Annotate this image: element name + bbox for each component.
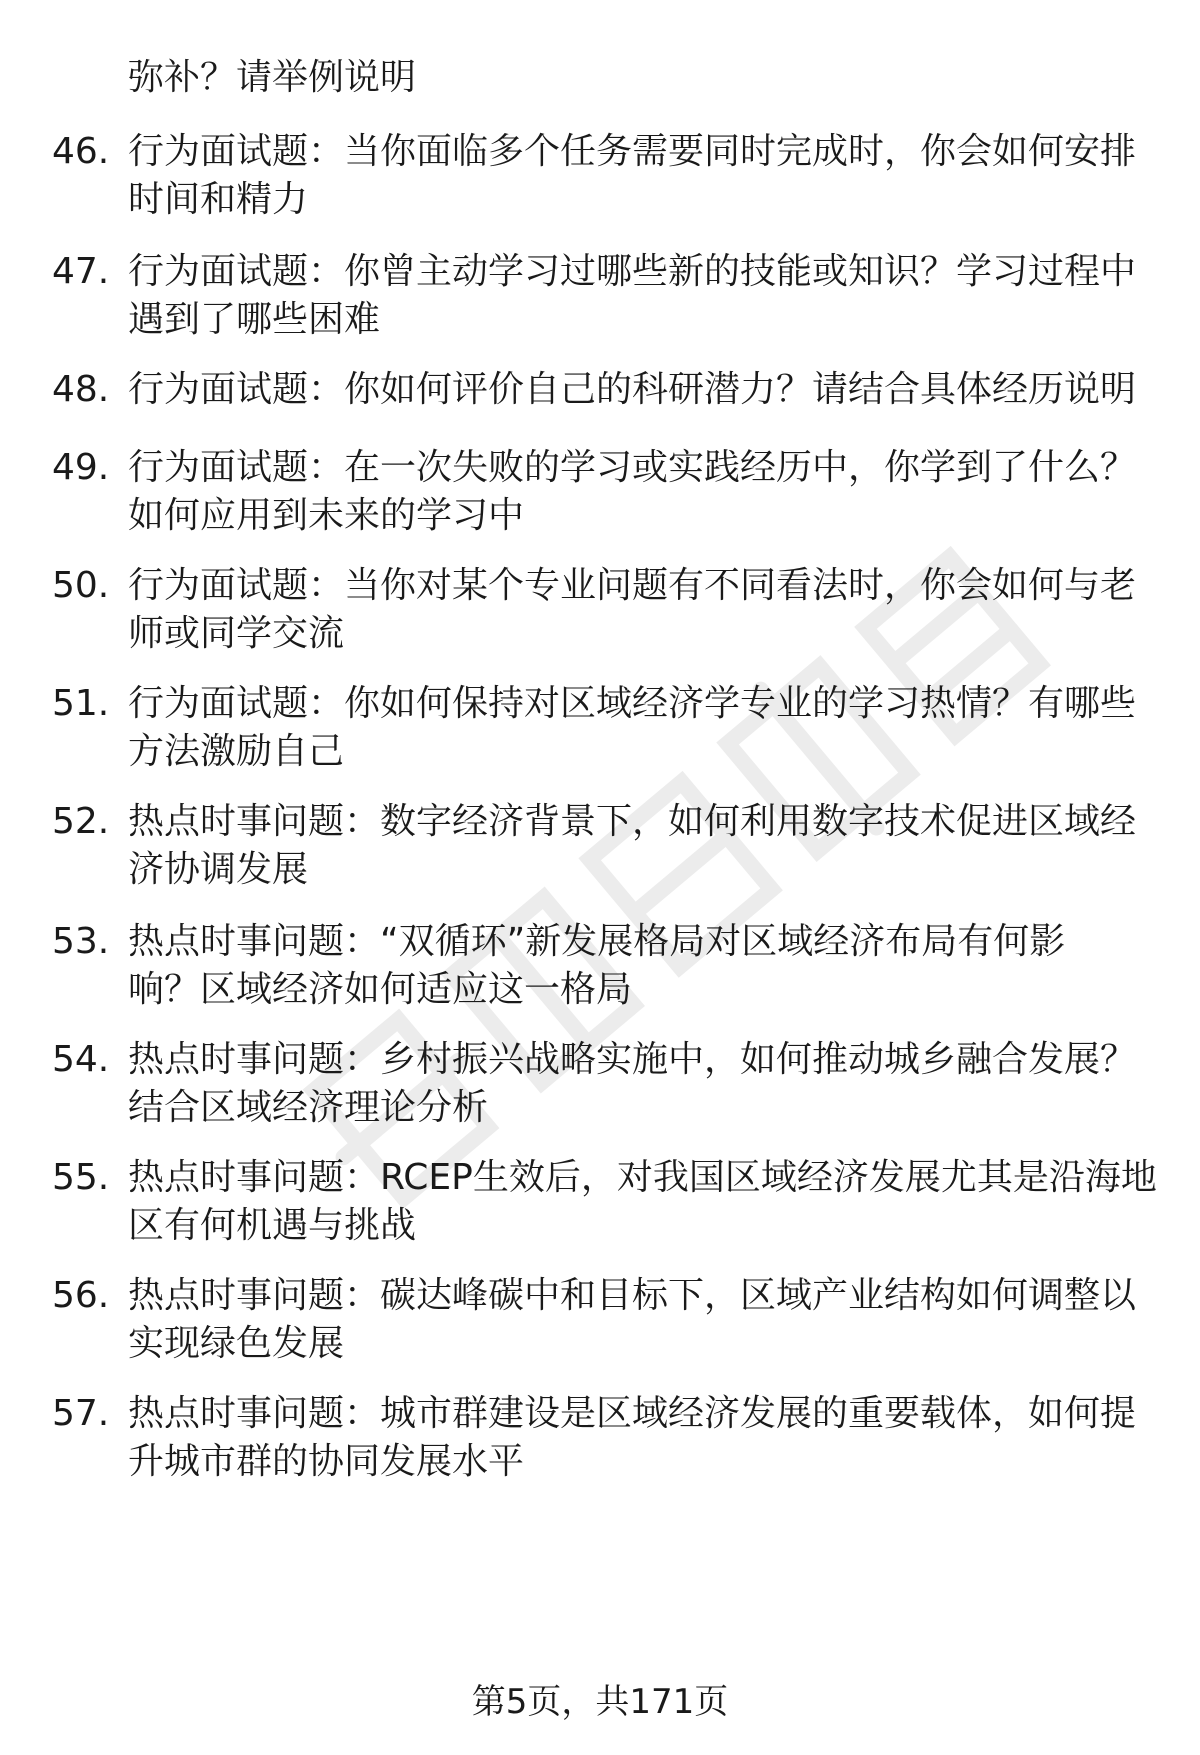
continuation-line: 弥补？请举例说明 — [128, 57, 417, 98]
item-number: 57. — [52, 1393, 110, 1434]
item-text-line1: 行为面试题：当你对某个专业问题有不同看法时，你会如何与老 — [128, 565, 1137, 606]
item-number: 53. — [52, 921, 110, 962]
item-text-line1: 热点时事问题：乡村振兴战略实施中，如何推动城乡融合发展？ — [128, 1039, 1137, 1080]
item-text-line1: 热点时事问题：RCEP生效后，对我国区域经济发展尤其是沿海地 — [128, 1157, 1157, 1198]
item-text-line2: 时间和精力 — [128, 179, 309, 220]
item-text-line1: 热点时事问题：城市群建设是区域经济发展的重要载体，如何提 — [128, 1393, 1137, 1434]
item-text-line1: 热点时事问题：碳达峰碳中和目标下，区域产业结构如何调整以 — [128, 1275, 1137, 1316]
item-number: 47. — [52, 251, 110, 292]
item-number: 55. — [52, 1157, 110, 1198]
item-text-line1: 热点时事问题：“双循环”新发展格局对区域经济布局有何影 — [128, 921, 1066, 962]
item-text-line2: 遇到了哪些困难 — [128, 299, 381, 340]
item-number: 46. — [52, 131, 110, 172]
item-text-line2: 结合区域经济理论分析 — [128, 1087, 489, 1128]
item-number: 50. — [52, 565, 110, 606]
item-text-line2: 升城市群的协同发展水平 — [128, 1441, 525, 1482]
item-number: 49. — [52, 447, 110, 488]
item-number: 56. — [52, 1275, 110, 1316]
item-text-line2: 实现绿色发展 — [128, 1323, 345, 1364]
item-text-line2: 方法激励自己 — [128, 731, 345, 772]
item-text-line2: 师或同学交流 — [128, 613, 345, 654]
item-text-line1: 行为面试题：你如何保持对区域经济学专业的学习热情？有哪些 — [128, 683, 1137, 724]
item-text-line1: 行为面试题：你曾主动学习过哪些新的技能或知识？学习过程中 — [128, 251, 1137, 292]
item-number: 51. — [52, 683, 110, 724]
item-text-line1: 热点时事问题：数字经济背景下，如何利用数字技术促进区域经 — [128, 801, 1137, 842]
item-number: 48. — [52, 369, 110, 410]
item-text-line2: 区有何机遇与挑战 — [128, 1205, 417, 1246]
item-text-line2: 济协调发展 — [128, 849, 309, 890]
item-text-line1: 行为面试题：在一次失败的学习或实践经历中，你学到了什么？ — [128, 447, 1137, 488]
item-number: 52. — [52, 801, 110, 842]
item-text-line2: 响？区域经济如何适应这一格局 — [128, 969, 633, 1010]
item-text-line2: 如何应用到未来的学习中 — [128, 495, 525, 536]
item-number: 54. — [52, 1039, 110, 1080]
item-text-line1: 行为面试题：当你面临多个任务需要同时完成时，你会如何安排 — [128, 131, 1137, 172]
item-text-line1: 行为面试题：你如何评价自己的科研潜力？请结合具体经历说明 — [128, 369, 1137, 410]
page-number-footer: 第5页，共171页 — [471, 1682, 729, 1722]
